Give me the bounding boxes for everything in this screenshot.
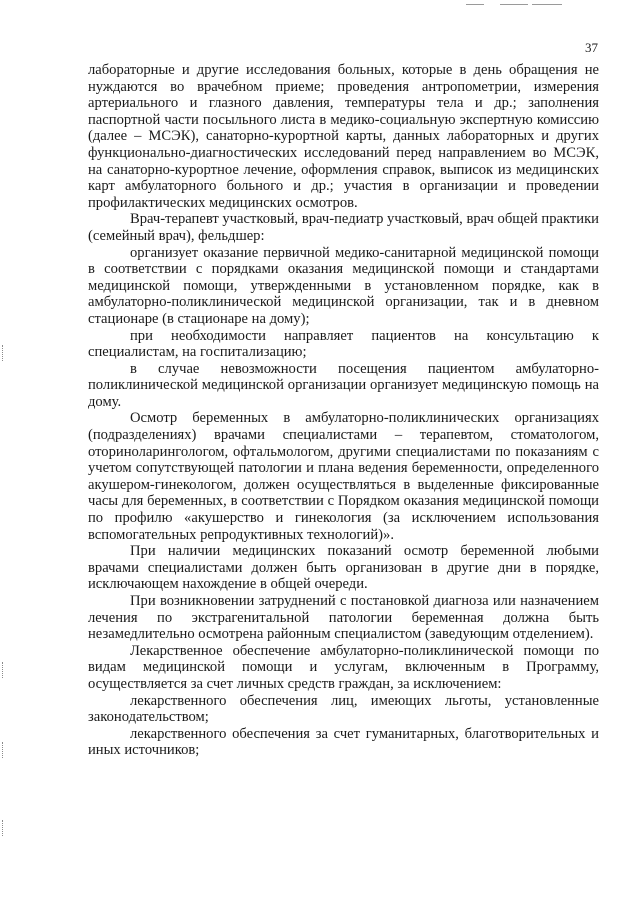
paragraph-humanitarian: лекарственного обеспечения за счет гуманитарных, благотворительных и иных источников; bbox=[88, 725, 599, 759]
paragraph-referral: при необходимости направляет пациентов на консультацию к специалистам, на госпитализацию; bbox=[88, 327, 599, 361]
scan-mark bbox=[466, 4, 484, 5]
page-number: 37 bbox=[585, 40, 598, 55]
paragraph-organizes-care: организует оказание первичной медико-санитарной медицинской помощи в соответствии с порядками оказания медицинской помощи и стандартами медицинской помощи, утвержденными в установленном порядке, как в амбулаторно-поликлинической медицинской организации, так и в дневном стационаре (в стационаре на дому); bbox=[88, 244, 599, 327]
margin-mark bbox=[2, 345, 4, 361]
margin-mark bbox=[2, 820, 4, 836]
paragraph-medical-indications: При наличии медицинских показаний осмотр беременной любыми врачами специалистами должен быть организован в другие дни в порядке, исключающем нахождение в общей очереди. bbox=[88, 543, 599, 593]
paragraph-pregnant-exam: Осмотр беременных в амбулаторно-поликлинических организациях (подразделениях) врачами специалистами – терапевтом, стоматологом, оториноларингологом, офтальмологом, другими специалистами по показаниям с учетом сопутствующей патологии и плана ведения беременности, определенного акушером-гинекологом, должен осуществляться в выделенные фиксированные часы для беременных, в соответствии с Порядком оказания медицинской помощи по профилю «акушерство и гинекология (за исключением использования вспомогательных репродуктивных технологий)». bbox=[88, 410, 599, 543]
paragraph-benefit-holders: лекарственного обеспечения лиц, имеющих льготы, установленные законодательством; bbox=[88, 692, 599, 726]
paragraph-doctor-list: Врач-терапевт участковый, врач-педиатр участковый, врач общей практики (семейный врач), фельдшер: bbox=[88, 211, 599, 244]
margin-mark bbox=[2, 662, 4, 678]
paragraph-diagnosis-difficulty: При возникновении затруднений с постановкой диагноза или назначением лечения по экстрагенитальной патологии беременная должна быть незамедлительно осмотрена районным специалистом (заведующим отделением). bbox=[88, 593, 599, 643]
scan-mark bbox=[500, 4, 528, 5]
paragraph-continuation: лабораторные и другие исследования больных, которые в день обращения не нуждаются во врачебном приеме; проведения антропометрии, измерения артериального и глазного давления, температуры тела и др.; заполнения паспортной части посыльного листа в медико-социальную экспертную комиссию (далее – МСЭК), санаторно-курортной карты, данных лабораторных и других функционально-диагностических исследований перед направлением во МСЭК, на санаторно-курортное лечение, оформления справок, выписок из медицинских карт амбулаторного больного и др.; участия в организации и проведении профилактических медицинских осмотров. bbox=[88, 62, 599, 211]
paragraph-home-care: в случае невозможности посещения пациентом амбулаторно-поликлинической медицинской организации организует медицинскую помощь на дому. bbox=[88, 360, 599, 410]
margin-mark bbox=[2, 742, 4, 758]
paragraph-drug-provision: Лекарственное обеспечение амбулаторно-поликлинической помощи по видам медицинской помощи и услугам, включенным в Программу, осуществляется за счет личных средств граждан, за исключением: bbox=[88, 642, 599, 692]
scan-mark bbox=[532, 4, 562, 5]
body-text bbox=[88, 62, 599, 759]
